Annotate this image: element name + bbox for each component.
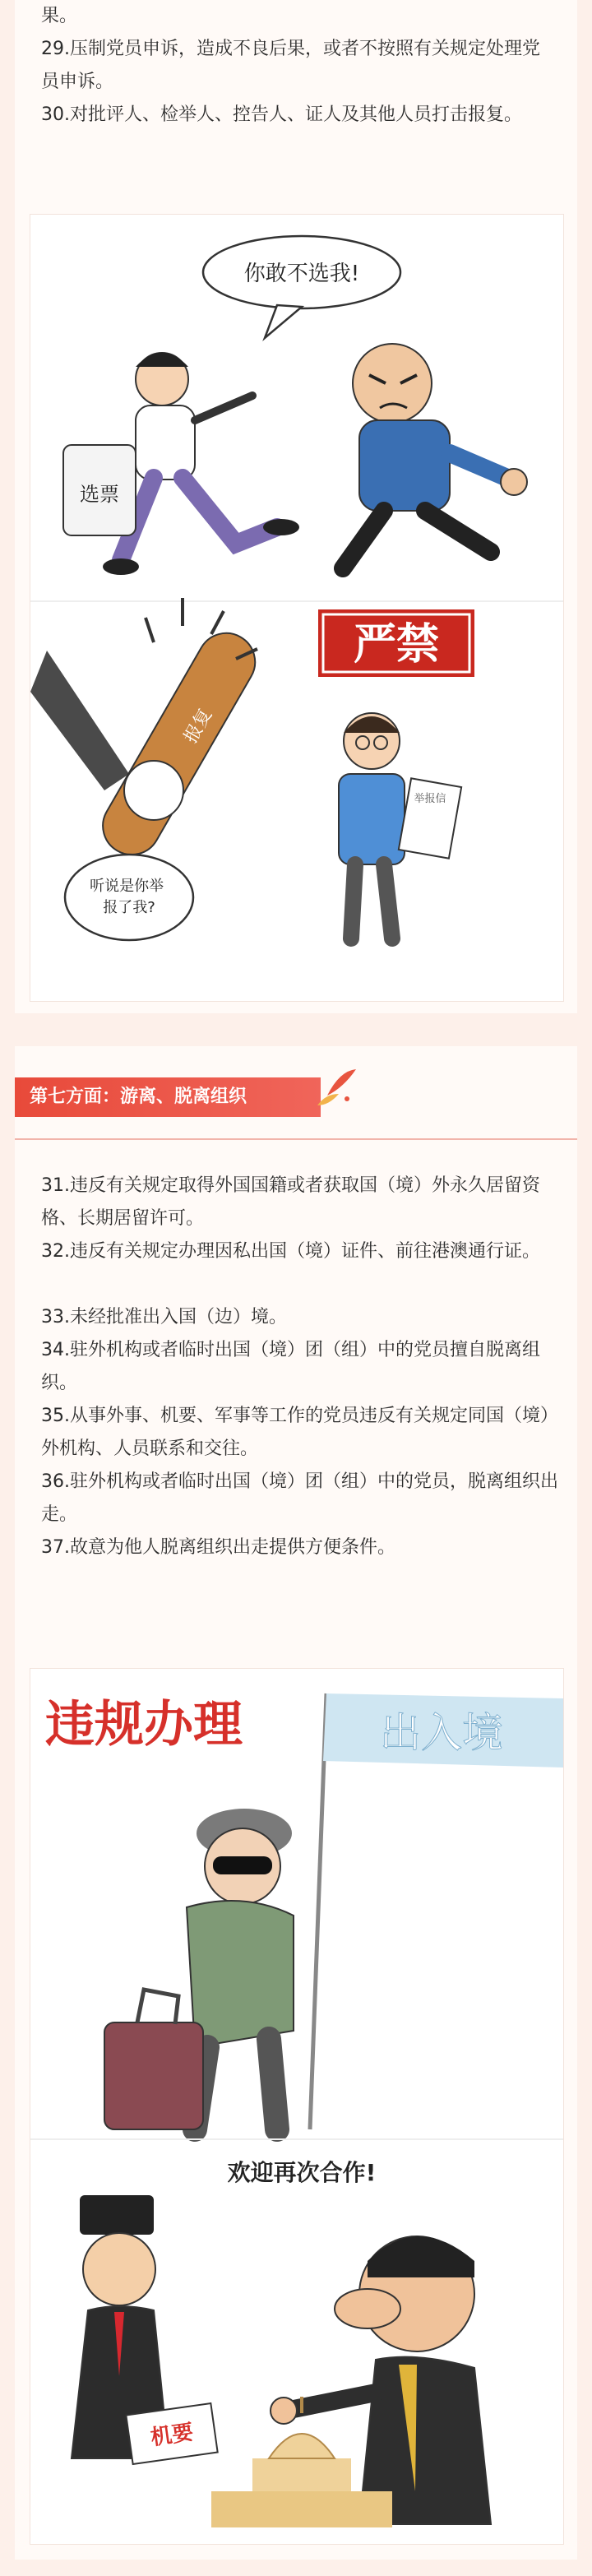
item-37: 37.故意为他人脱离组织出走提供方便条件。 [41,1537,395,1558]
club [92,623,266,865]
item-30: 30.对批评人、检举人、控告人、证人及其他人员打击报复。 [41,104,522,125]
speech-text-2: 听说是你举 报了我? [90,878,164,916]
arm [30,651,129,790]
section-divider [15,1138,577,1140]
report-letter-label: 举报信 [414,793,446,805]
secret-card-label: 机要 [149,2420,196,2451]
report-letter [399,778,461,858]
section7-cartoon [30,1669,563,2544]
section7-illustration [30,1668,564,2545]
official [83,2233,155,2305]
ballot-label: 选票 [80,483,119,506]
leaf-icon [311,1063,360,1112]
item-34: 34.驻外机构或者临时出国（境）团（组）中的党员擅自脱离组织。 [41,1340,540,1393]
item-32: 32.违反有关规定办理因私出国（境）证件、前往港澳通行证。 [41,1241,540,1262]
club-label: 报复 [180,705,217,748]
suitcase [104,2022,203,2129]
section7-card [15,1046,577,2560]
stamp-text: 严禁 [353,620,440,669]
item-31: 31.违反有关规定取得外国国籍或者获取国（境）外永久居留资格、长期居留许可。 [41,1175,540,1229]
section-title: 第七方面：游离、脱离组织 [15,1077,321,1117]
welcome-text: 欢迎再次合作! [227,2159,377,2186]
headline-red: 违规办理 [45,1696,243,1754]
item-35: 35.从事外事、机要、军事等工作的党员违反有关规定同国（境）外机构、人员联系和交往。 [41,1406,558,1459]
section-header [15,1071,360,1117]
section6-cartoon [30,215,563,1001]
item-28-tail: 果。 [41,6,78,26]
angry-man [353,344,432,423]
headline-blue: 出入境 [380,1709,503,1757]
official-hat [80,2195,154,2235]
section6-card [15,0,577,1013]
item-33: 33.未经批准出入国（边）境。 [41,1307,287,1327]
speech-bubble-2 [65,855,193,940]
item-36: 36.驻外机构或者临时出国（境）团（组）中的党员，脱离组织出走。 [41,1471,558,1525]
speech-text: 你敢不选我! [243,262,360,286]
item-29: 29.压制党员申诉，造成不良后果，或者不按照有关规定处理党员申诉。 [41,39,540,92]
section6-illustration [30,214,564,1002]
